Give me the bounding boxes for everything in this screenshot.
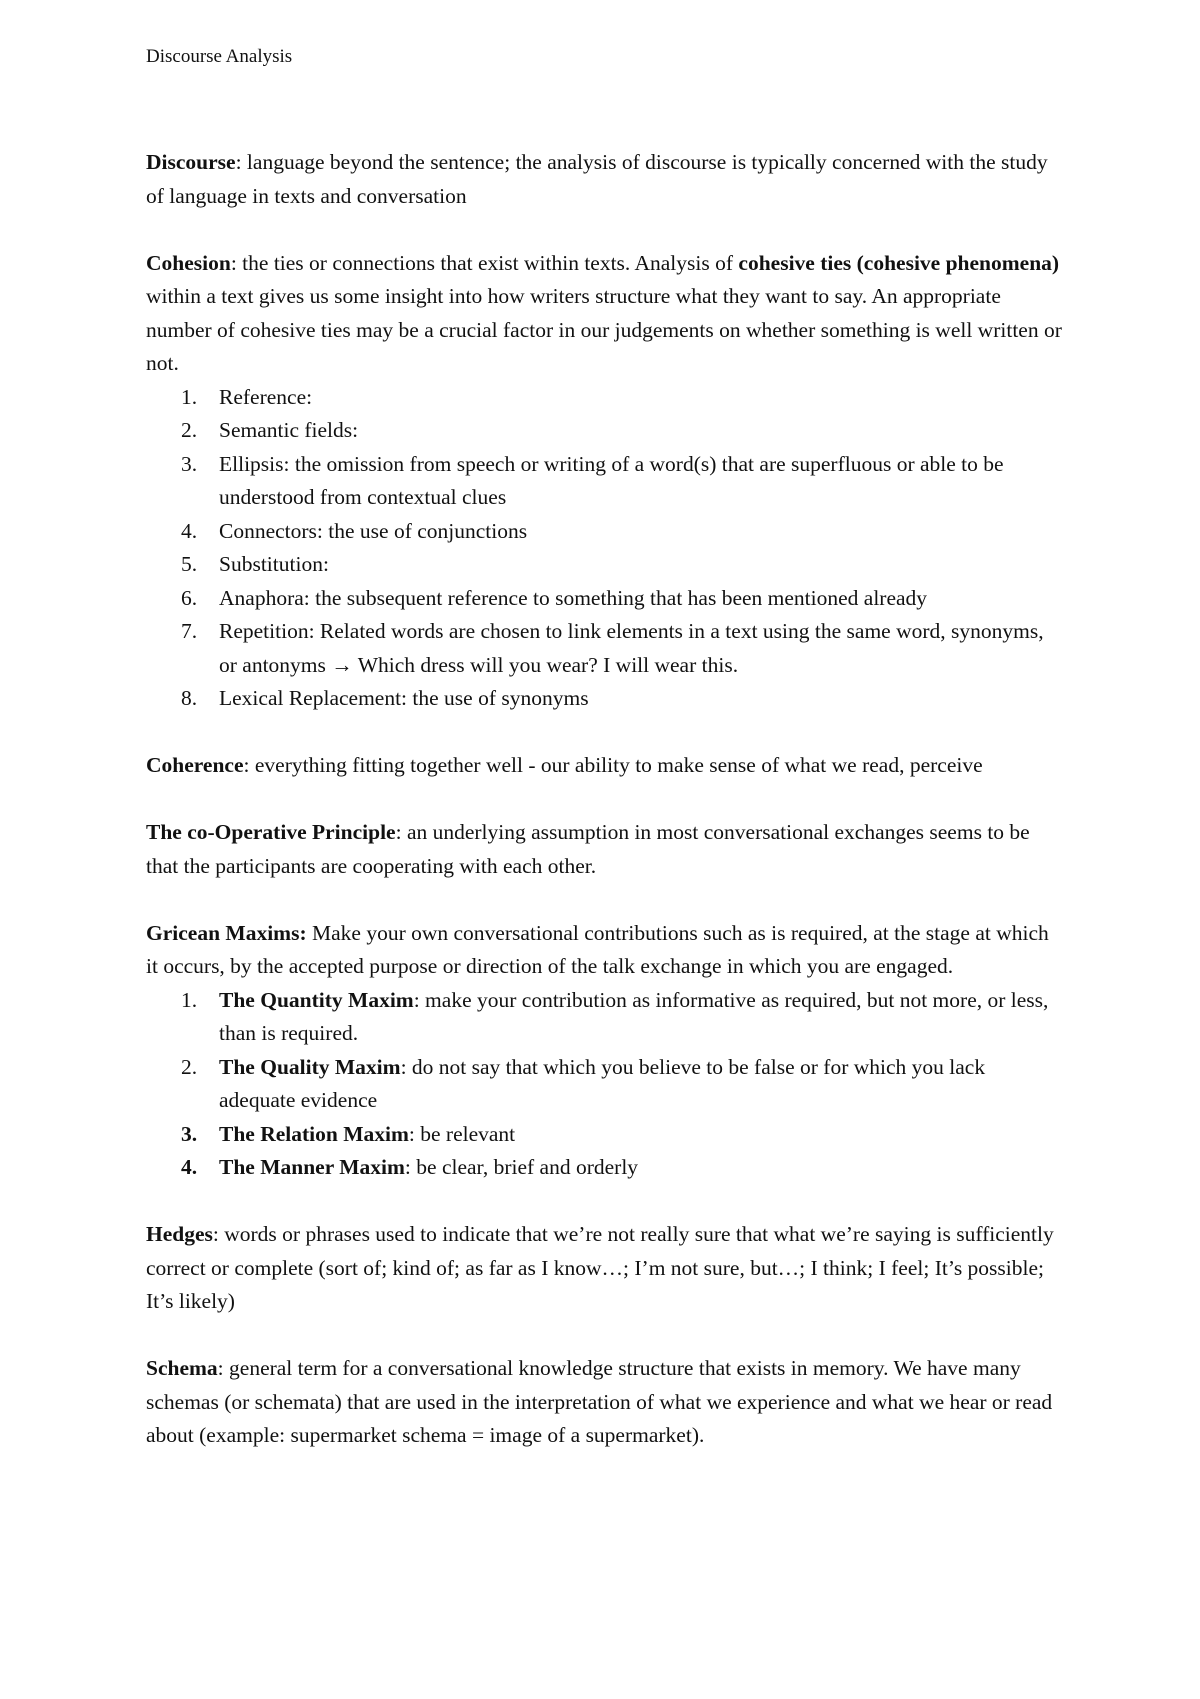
list-number: 3. [181, 451, 198, 476]
gricean-maxims-text: Make your own conversational contributions such as is required, at the stage at which it occurs, by the accepted purpose or direction of the talk exchange in which you are engaged. [146, 920, 1049, 978]
gricean-maxims-definition [146, 917, 1066, 984]
maxim-text: : be relevant [408, 1121, 516, 1146]
hedges-term: Hedges [146, 1222, 213, 1246]
cohesive-ties-term: cohesive ties (cohesive phenomena) [738, 250, 1060, 275]
maxim-term: The Manner Maxim [219, 1155, 405, 1179]
page-header: Discourse Analysis [146, 46, 293, 67]
hedges-definition [146, 1218, 1066, 1319]
gricean-maxims-term: Gricean Maxims: [146, 920, 307, 945]
list-number: 4. [181, 518, 198, 543]
list-text: Repetition: Related words are chosen to link elements in a text using the same word, synonyms, or antonyms → Which dress will you wear? I will wear this. [219, 619, 1044, 677]
discourse-text: : language beyond the sentence; the analysis of discourse is typically concerned with the study of language in texts and conversation [146, 150, 1048, 208]
list-item [146, 548, 1066, 582]
list-item [146, 448, 1066, 515]
cohesion-list [146, 381, 1066, 716]
spacer [146, 716, 1066, 750]
list-number: 8. [181, 686, 198, 710]
list-text: Semantic fields: [219, 418, 359, 442]
cohesion-text-2: within a text gives us some insight into how writers structure what they want to say. An appropriate number of cohesive ties may be a crucial factor in our judgements on whether something is well written or not. [146, 284, 1062, 375]
list-item [146, 984, 1066, 1051]
list-number: 6. [181, 585, 198, 610]
hedges-text: : words or phrases used to indicate that we’re not really sure that what we’re saying is sufficiently correct or complete (sort of; kind of; as far as I know…; I’m not sure, but…; I think; I feel; It’s possible; It’s likely) [146, 1222, 1054, 1313]
cohesion-term: Cohesion [146, 250, 231, 275]
list-item [146, 615, 1066, 682]
maxim-text: : do not say that which you believe to be false or for which you lack adequate evidence [219, 1054, 986, 1112]
list-number: 1. [181, 987, 198, 1012]
list-item [146, 414, 1066, 448]
list-number: 1. [181, 384, 198, 409]
cooperative-principle-term: The co-Operative Principle [146, 820, 396, 844]
maxim-term: The Relation Maxim [219, 1121, 409, 1146]
list-number: 4. [181, 1155, 198, 1179]
spacer [146, 883, 1066, 917]
document-body [146, 146, 1066, 1453]
list-text: Substitution: [219, 552, 329, 576]
maxim-term: The Quality Maxim [219, 1054, 401, 1079]
maxim-text: : be clear, brief and orderly [404, 1155, 639, 1179]
list-item [146, 515, 1066, 549]
list-item [146, 381, 1066, 415]
list-text: Ellipsis: the omission from speech or writing of a word(s) that are superfluous or able to be understood from contextual clues [219, 451, 1004, 509]
schema-text: : general term for a conversational knowledge structure that exists in memory. We have many schemas (or schemata) that are used in the interpretation of what we experience and what we hear or read about (example: supermarket schema = image of a supermarket). [146, 1356, 1053, 1447]
list-item [146, 1051, 1066, 1118]
maxim-text: : make your contribution as informative as required, but not more, or less, than is required. [219, 987, 1049, 1045]
list-item [146, 1151, 1066, 1185]
cooperative-principle-text: : an underlying assumption in most conversational exchanges seems to be that the participants are cooperating with each other. [146, 820, 1030, 878]
maxims-list [146, 984, 1066, 1185]
coherence-definition [146, 749, 1066, 783]
list-item [146, 682, 1066, 716]
list-number: 2. [181, 1054, 198, 1079]
list-number: 7. [181, 619, 198, 643]
cohesion-definition [146, 247, 1066, 381]
coherence-text: : everything fitting together well - our ability to make sense of what we read, perceive [243, 753, 983, 777]
list-text: Lexical Replacement: the use of synonyms [219, 686, 589, 710]
list-text: Anaphora: the subsequent reference to something that has been mentioned already [219, 585, 928, 610]
spacer [146, 1319, 1066, 1353]
schema-term: Schema [146, 1356, 218, 1380]
spacer [146, 783, 1066, 817]
maxim-term: The Quantity Maxim [219, 987, 414, 1012]
list-number: 2. [181, 418, 198, 442]
list-item [146, 582, 1066, 616]
cooperative-principle-definition [146, 816, 1066, 883]
discourse-term: Discourse [146, 150, 236, 174]
list-number: 5. [181, 552, 198, 576]
spacer [146, 1185, 1066, 1219]
list-item [146, 1118, 1066, 1152]
coherence-term: Coherence [146, 753, 244, 777]
list-text: Connectors: the use of conjunctions [219, 518, 528, 543]
discourse-definition [146, 146, 1066, 213]
schema-definition [146, 1352, 1066, 1453]
cohesion-text-1: : the ties or connections that exist within texts. Analysis of [230, 250, 739, 275]
list-number: 3. [181, 1121, 198, 1146]
spacer [146, 213, 1066, 247]
list-text: Reference: [219, 384, 313, 409]
